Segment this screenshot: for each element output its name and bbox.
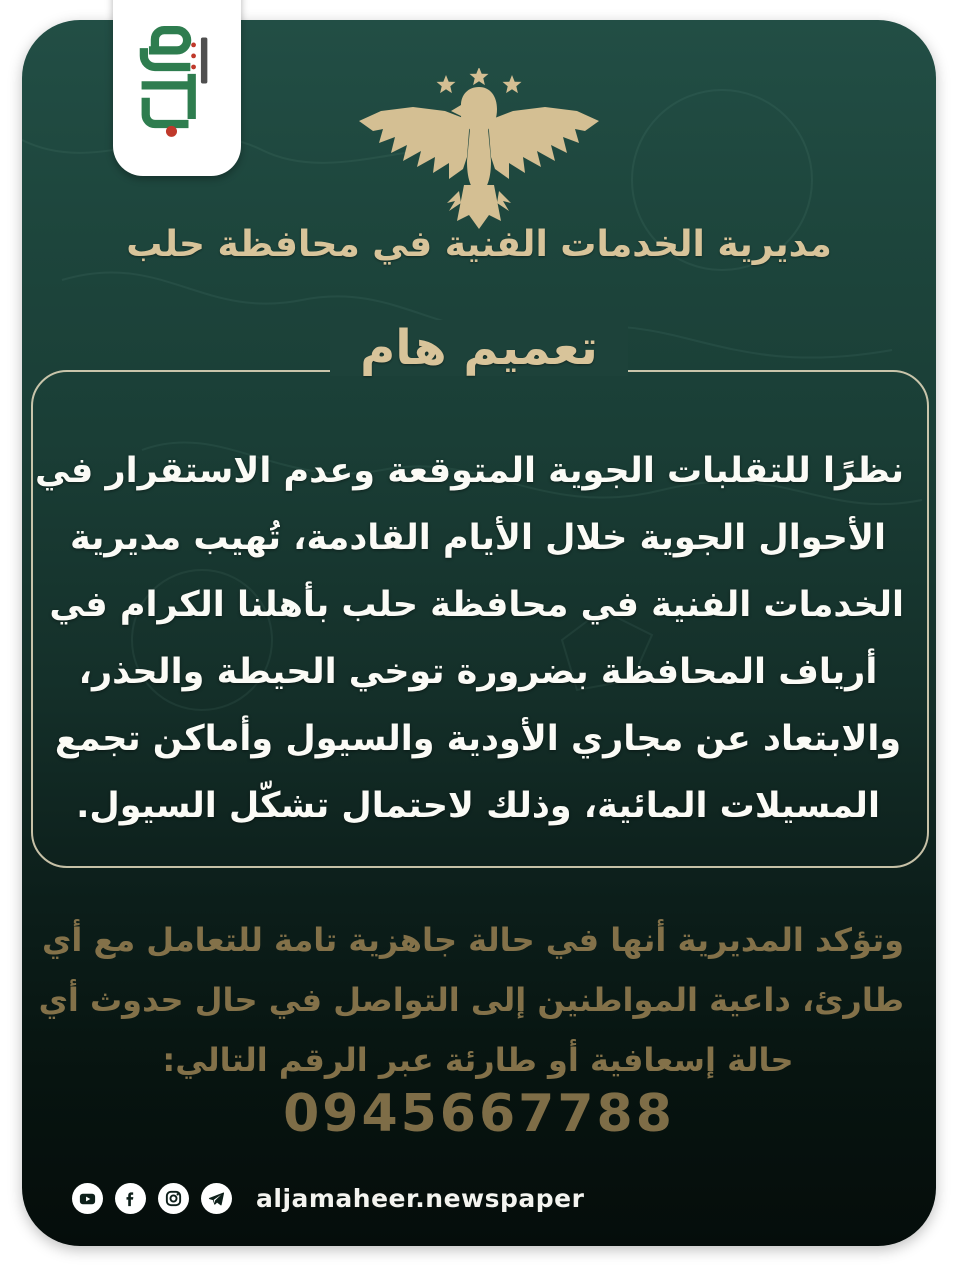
readiness-line: طارئ، داعية المواطنين إلى التواصل في حال حدوث أي: [38, 981, 904, 1019]
telegram-icon: [201, 1183, 232, 1214]
newspaper-handle: aljamaheer.newspaper: [256, 1183, 585, 1213]
aljamaheer-logo: [113, 0, 241, 176]
footer-bar: [72, 1178, 892, 1218]
body-line: المسيلات المائية، وذلك لاحتمال تشكّل السيول.: [76, 786, 880, 826]
youtube-icon: [72, 1183, 103, 1214]
star-icon: [437, 75, 456, 93]
readiness-line: وتؤكد المديرية أنها في حالة جاهزية تامة للتعامل مع أي: [42, 921, 904, 959]
announcement-heading: تعميم هام: [330, 320, 628, 376]
body-line: الخدمات الفنية في محافظة حلب بأهلنا الكرام في: [49, 585, 904, 625]
body-line: أرياف المحافظة بضرورة توخي الحيطة والحذر،: [78, 652, 878, 692]
body-line: والابتعاد عن مجاري الأودية والسيول وأماكن تجمع: [54, 719, 902, 759]
instagram-icon: [158, 1183, 189, 1214]
body-line: نظرًا للتقلبات الجوية المتوقعة وعدم الاستقرار في: [34, 451, 904, 491]
announcement-card: [22, 20, 936, 1246]
readiness-line: حالة إسعافية أو طارئة عبر الرقم التالي:: [162, 1041, 794, 1079]
syrian-eagle-emblem: [349, 68, 609, 240]
aljamaheer-logo-mark: [131, 13, 223, 143]
emergency-phone-number: 0945667788: [283, 1084, 675, 1144]
readiness-paragraph: [38, 910, 904, 1090]
star-icon: [503, 75, 522, 93]
announcement-heading-row: [22, 320, 936, 376]
organization-title: مديرية الخدمات الفنية في محافظة حلب: [126, 224, 832, 265]
announcement-body: [34, 438, 904, 840]
facebook-icon: [115, 1183, 146, 1214]
star-icon: [470, 68, 489, 85]
body-line: الأحوال الجوية خلال الأيام القادمة، تُهيب مديرية: [70, 518, 886, 558]
